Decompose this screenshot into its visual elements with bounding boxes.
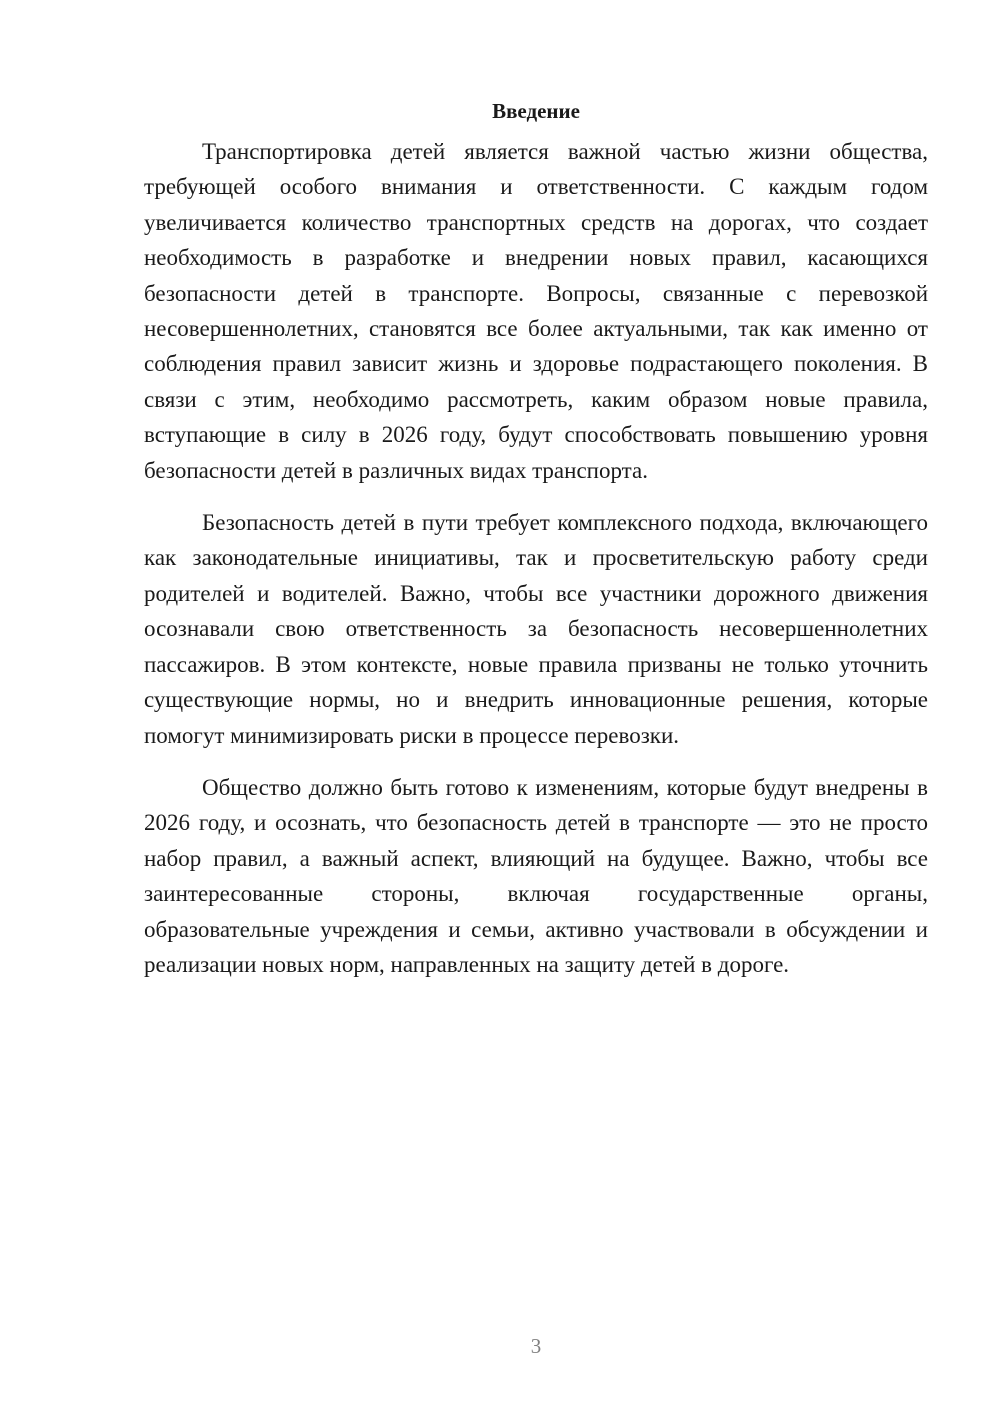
paragraph-2: Безопасность детей в пути требует комплексного подхода, включающего как законодательные инициативы, так и просветительскую работу среди родителей и водителей. Важно, чтобы все участники дорожного движения осознавали свою ответственность за безопасность несовершеннолетних пассажиров. В этом контексте, новые правила призваны не только уточнить существующие нормы, но и внедрить инновационные решения, которые помогут минимизировать риски в процессе перевозки.: [144, 510, 928, 748]
section-title: Введение: [492, 99, 580, 123]
page-number: 3: [530, 1334, 542, 1358]
paragraph-1: Транспортировка детей является важной частью жизни общества, требующей особого внимания и ответственности. С каждым годом увеличивается количество транспортных средств на дорогах, что создает необходимость в разработке и внедрении новых правил, касающихся безопасности детей в транспорте. Вопросы, связанные с перевозкой несовершеннолетних, становятся все более актуальными, так как именно от соблюдения правил зависит жизнь и здоровье подрастающего поколения. В связи с этим, необходимо рассмотреть, каким образом новые правила, вступающие в силу в 2026 году, будут способствовать повышению уровня безопасности детей в различных видах транспорта.: [144, 139, 928, 483]
page-content: [144, 96, 928, 999]
paragraph-3: Общество должно быть готово к изменениям, которые будут внедрены в 2026 году, и осознать, что безопасность детей в транспорте — это не просто набор правил, а важный аспект, влияющий на будущее. Важно, чтобы все заинтересованные стороны, включая государственные органы, образовательные учреждения и семьи, активно участвовали в обсуждении и реализации новых норм, направленных на защиту детей в дороге.: [144, 774, 928, 977]
